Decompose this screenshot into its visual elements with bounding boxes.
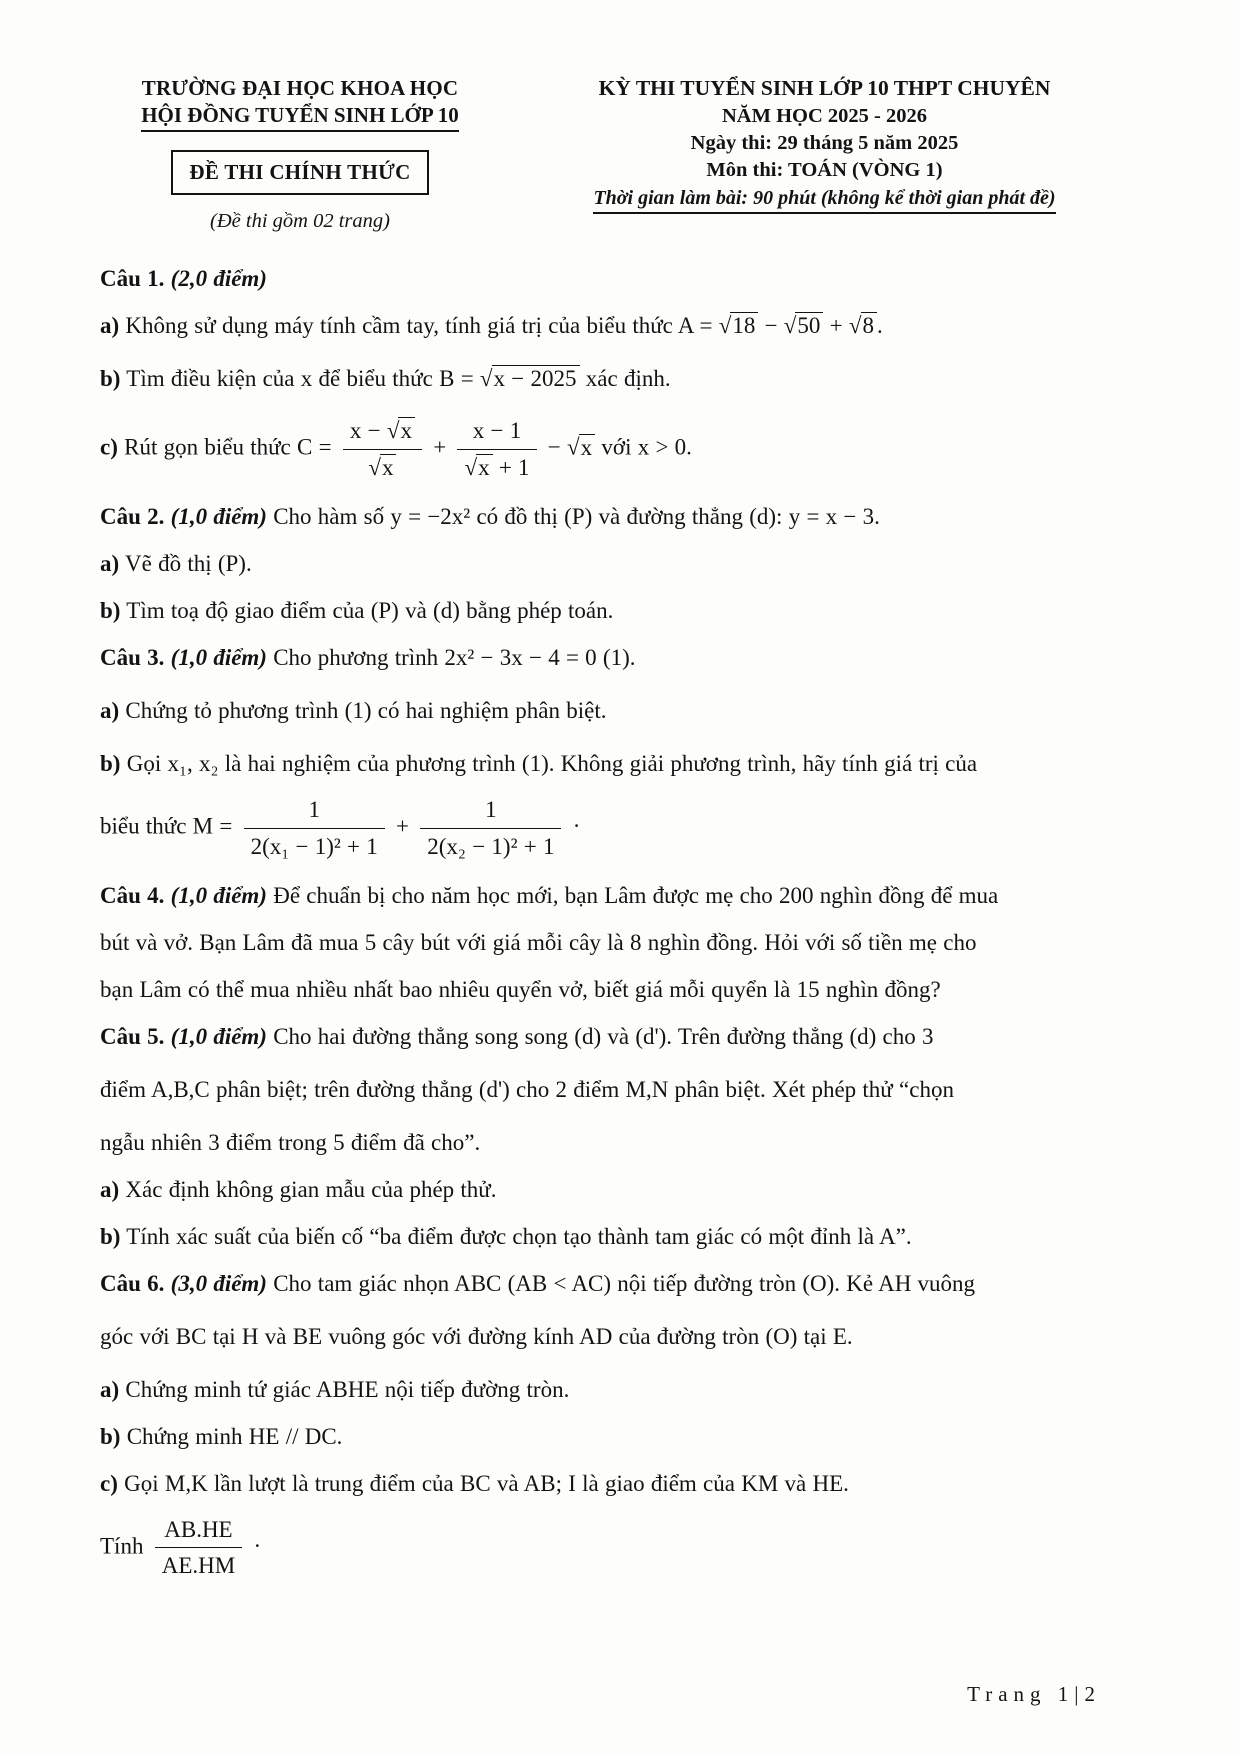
q5-title xyxy=(100,1021,1143,1053)
part-label: a) xyxy=(100,1376,120,1402)
org-name: TRƯỜNG ĐẠI HỌC KHOA HỌC xyxy=(141,76,459,100)
part-label: b) xyxy=(100,597,121,623)
q5-number: Câu 5. xyxy=(100,1023,165,1049)
fraction-denominator: 2(x₁ − 1)² + 1 xyxy=(244,828,385,862)
q4-line2 xyxy=(100,927,1143,959)
text-run: · xyxy=(247,1533,262,1559)
part-label: b) xyxy=(100,750,121,776)
sqrt-expression xyxy=(849,312,877,338)
q3-points: (1,0 điểm) xyxy=(164,644,267,670)
q4-title xyxy=(100,880,1143,912)
text-run: Cho hai đường thẳng song song (d) và (d'). Trên đường thẳng (d) cho 3 xyxy=(266,1023,934,1049)
exam-duration-text: Thời gian làm bài: 90 phút (không kể thời gian phát đề) xyxy=(593,187,1055,214)
q6-part-c xyxy=(100,1468,1143,1500)
q1-part-b xyxy=(100,363,1143,395)
fraction-numerator xyxy=(343,416,422,449)
text-run: − xyxy=(758,313,784,338)
sqrt-expression xyxy=(464,454,492,480)
q1-title xyxy=(100,263,1143,295)
sqrt-expression xyxy=(368,454,396,480)
fraction xyxy=(244,795,385,862)
exam-duration xyxy=(506,187,1143,214)
q5-part-b xyxy=(100,1221,1143,1253)
radical-sign: √ xyxy=(479,366,492,391)
fraction-numerator: AB.HE xyxy=(164,1516,233,1542)
radicand: x − 2025 xyxy=(492,365,580,391)
radicand: 8 xyxy=(861,312,878,338)
text-run: Tính xyxy=(100,1533,150,1559)
text-run: Cho phương trình 2x² − 3x − 4 = 0 (1). xyxy=(266,644,636,670)
q6-compute xyxy=(100,1515,1143,1582)
q1-number: Câu 1. xyxy=(100,266,165,291)
org-council xyxy=(100,103,500,132)
text-run: Cho tam giác nhọn ABC (AB < AC) nội tiếp đường tròn (O). Kẻ AH vuông xyxy=(266,1270,976,1296)
q6-line2 xyxy=(100,1321,1143,1353)
q2-number: Câu 2. xyxy=(100,503,165,529)
q6-part-b xyxy=(100,1421,1143,1453)
text-run: + xyxy=(426,434,453,460)
text-run: − xyxy=(541,434,568,460)
text-run: Tính xác suất của biến cố “ba điểm được chọn tạo thành tam giác có một đỉnh là A”. xyxy=(120,1223,912,1249)
radical-sign: √ xyxy=(368,454,380,480)
q5-line2 xyxy=(100,1074,1143,1106)
school-year: NĂM HỌC 2025 - 2026 xyxy=(722,105,927,127)
q1-points: (2,0 điểm) xyxy=(164,266,267,291)
q2-part-b xyxy=(100,595,1143,627)
radicand: x xyxy=(380,454,397,480)
text-run: + xyxy=(389,813,416,839)
header-right xyxy=(500,76,1143,214)
radicand: x xyxy=(476,454,493,480)
header-left xyxy=(100,76,500,233)
text-run: Rút gọn biểu thức C = xyxy=(117,434,338,460)
part-label: b) xyxy=(100,1423,121,1449)
q2-title xyxy=(100,501,1143,533)
text-run: . xyxy=(877,313,883,338)
text-run: + 1 xyxy=(492,454,530,480)
q5-part-a xyxy=(100,1174,1143,1206)
fraction-denominator: AE.HM xyxy=(155,1547,242,1581)
part-label: a) xyxy=(100,313,120,338)
fraction-denominator: 2(x₂ − 1)² + 1 xyxy=(420,828,561,862)
radicand: 50 xyxy=(795,312,823,338)
radical-sign: √ xyxy=(718,313,731,338)
part-label: b) xyxy=(100,1223,121,1249)
pages-note: (Đề thi gồm 02 trang) xyxy=(210,210,390,232)
radicand: x xyxy=(398,417,415,443)
fraction-denominator xyxy=(343,449,422,483)
radicand: 18 xyxy=(730,312,758,338)
header xyxy=(100,76,1143,233)
text-run: Gọi x₁, x₂ là hai nghiệm của phương trình (1). Không giải phương trình, hãy tính giá trị của xyxy=(120,750,978,776)
part-label: a) xyxy=(100,550,120,576)
text-run: + xyxy=(823,313,849,338)
radical-sign: √ xyxy=(783,313,796,338)
text-run: x − xyxy=(349,418,387,443)
exam-title: KỲ THI TUYỂN SINH LỚP 10 THPT CHUYÊN xyxy=(598,76,1051,100)
fraction-numerator: 1 xyxy=(308,796,320,822)
q5-line3 xyxy=(100,1127,1143,1159)
sqrt-expression xyxy=(480,365,580,391)
text-run: Không sử dụng máy tính cầm tay, tính giá trị của biểu thức A = xyxy=(119,313,719,338)
q1-part-c xyxy=(100,416,1143,483)
text-run: Để chuẩn bị cho năm học mới, bạn Lâm được mẹ cho 200 nghìn đồng để mua xyxy=(266,882,999,908)
fraction xyxy=(420,795,561,862)
q2-part-a xyxy=(100,548,1143,580)
q4-points: (1,0 điểm) xyxy=(164,882,267,908)
part-label: c) xyxy=(100,1470,118,1496)
sqrt-expression xyxy=(719,312,759,338)
text-run: Chứng tỏ phương trình (1) có hai nghiệm phân biệt. xyxy=(119,697,607,723)
official-exam-box: ĐỀ THI CHÍNH THỨC xyxy=(171,150,428,195)
text-run: biểu thức M = xyxy=(100,813,239,839)
q2-points: (1,0 điểm) xyxy=(164,503,267,529)
text-run: · xyxy=(566,813,581,839)
text-run: Vẽ đồ thị (P). xyxy=(119,550,252,576)
official-box-wrap xyxy=(100,150,500,195)
text-run: điểm A,B,C phân biệt; trên đường thẳng (d') cho 2 điểm M,N phân biệt. Xét phép thử “chọn xyxy=(100,1076,954,1102)
part-label: c) xyxy=(100,434,118,460)
q3-part-b xyxy=(100,748,1143,780)
fraction-numerator: x − 1 xyxy=(472,418,522,443)
text-run: Gọi M,K lần lượt là trung điểm của BC và AB; I là giao điểm của KM và HE. xyxy=(117,1470,849,1496)
text-run: góc với BC tại H và BE vuông góc với đường kính AD của đường tròn (O) tại E. xyxy=(100,1323,853,1349)
radical-sign: √ xyxy=(567,434,579,460)
q3-expression-m xyxy=(100,795,1143,862)
fraction-numerator: 1 xyxy=(485,796,497,822)
q6-title xyxy=(100,1268,1143,1300)
q5-points: (1,0 điểm) xyxy=(164,1023,267,1049)
q6-points: (3,0 điểm) xyxy=(164,1270,267,1296)
fraction xyxy=(457,416,536,483)
text-run: với x > 0. xyxy=(595,434,692,460)
part-label: b) xyxy=(100,366,121,391)
org-council-text: HỘI ĐỒNG TUYỂN SINH LỚP 10 xyxy=(141,103,459,132)
fraction-denominator xyxy=(457,449,536,483)
sqrt-expression xyxy=(567,434,595,460)
radicand: x xyxy=(579,434,596,460)
text-run: Tìm điều kiện của x để biểu thức B = xyxy=(120,366,480,391)
fraction xyxy=(155,1515,242,1582)
q6-number: Câu 6. xyxy=(100,1270,165,1296)
exam-body xyxy=(100,263,1143,1581)
exam-date: Ngày thi: 29 tháng 5 năm 2025 xyxy=(690,132,959,154)
q3-title xyxy=(100,642,1143,674)
page-number: Trang 1|2 xyxy=(967,1682,1101,1706)
q3-part-a xyxy=(100,695,1143,727)
text-run: Xác định không gian mẫu của phép thử. xyxy=(119,1176,497,1202)
radical-sign: √ xyxy=(386,418,399,443)
radical-sign: √ xyxy=(464,454,477,480)
q4-number: Câu 4. xyxy=(100,882,165,908)
text-run: Chứng minh HE // DC. xyxy=(120,1423,343,1449)
text-run: Chứng minh tứ giác ABHE nội tiếp đường tròn. xyxy=(119,1376,570,1402)
q3-number: Câu 3. xyxy=(100,644,165,670)
text-run: Tìm toạ độ giao điểm của (P) và (d) bằng phép toán. xyxy=(120,597,614,623)
fraction xyxy=(343,416,422,483)
text-run: Cho hàm số y = −2x² có đồ thị (P) và đường thẳng (d): y = x − 3. xyxy=(266,503,880,529)
sqrt-expression xyxy=(784,312,824,338)
part-label: a) xyxy=(100,697,120,723)
exam-subject: Môn thi: TOÁN (VÒNG 1) xyxy=(706,159,943,181)
part-label: a) xyxy=(100,1176,120,1202)
text-run: bút và vở. Bạn Lâm đã mua 5 cây bút với giá mỗi cây là 8 nghìn đồng. Hỏi với số tiền mẹ cho xyxy=(100,929,977,955)
q4-line3 xyxy=(100,974,1143,1006)
sqrt-expression xyxy=(387,417,415,443)
radical-sign: √ xyxy=(848,313,861,338)
text-run: xác định. xyxy=(579,366,671,391)
text-run: ngẫu nhiên 3 điểm trong 5 điểm đã cho”. xyxy=(100,1129,481,1155)
q1-part-a xyxy=(100,310,1143,342)
q6-part-a xyxy=(100,1374,1143,1406)
text-run: bạn Lâm có thể mua nhiều nhất bao nhiêu quyển vở, biết giá mỗi quyển là 15 nghìn đồng? xyxy=(100,976,941,1002)
